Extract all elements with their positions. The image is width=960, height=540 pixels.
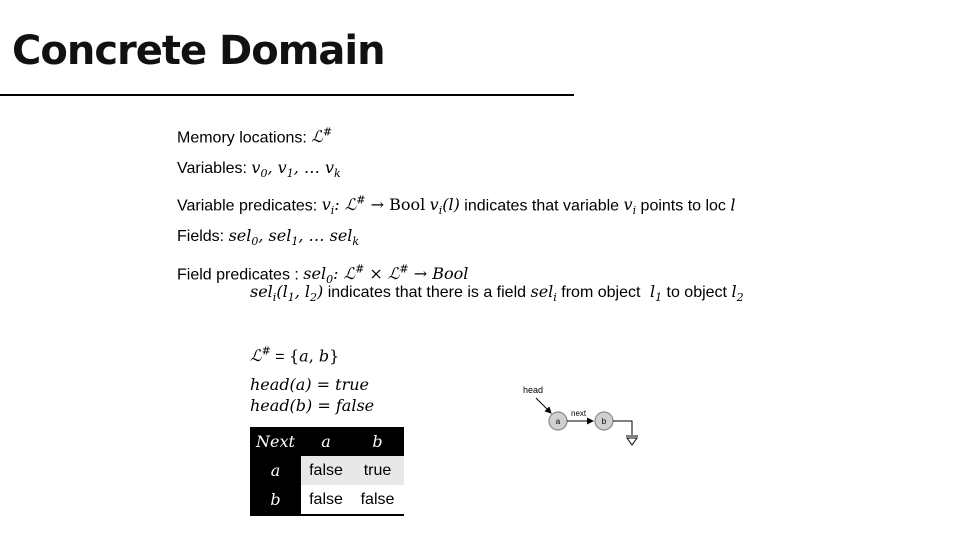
fields-label: Fields: [177,228,225,245]
field-pred-line2-text: indicates that there is a field [327,284,527,301]
variables-label: Variables: [177,160,247,177]
table-cell: true [351,456,404,485]
head-arrow [536,398,551,413]
table-cell: false [301,485,351,515]
field-predicates-line2 [250,282,744,308]
var-pred-label: Variable predicates: [177,197,318,215]
table-header-cell: Next [250,427,301,456]
table-row [250,485,404,515]
field-pred-line2-obj1: $l_1$ [644,282,663,305]
null-pointer-line [613,421,632,435]
variables-line [177,158,341,184]
node-a-label: a [555,417,561,426]
example-locations-eq: = [270,348,289,366]
fields-math: sel$_0$, sel$_1$, … sel$_k$ [228,226,360,249]
slide-title: Concrete Domain [12,28,385,74]
example-head-b: head(b) = false [250,396,375,415]
memory-locations-line [177,123,332,148]
head-label: head [523,385,544,395]
field-pred-line2-text2: from object [561,284,641,301]
field-pred-line2-obj2: $l_2$ [731,282,744,305]
example-locations-set: {a, b} [288,346,340,366]
next-label: next [571,409,587,418]
table-header-cell: a [301,427,351,456]
var-pred-text2: points to loc [640,197,726,215]
null-ground-icon [626,436,638,445]
variable-predicates-line [177,191,736,222]
table-row [250,456,404,485]
table-cell: false [351,485,404,515]
memory-math: ℒ# [311,126,333,147]
example-head-a: head(a) = true [250,375,370,394]
table-header-row [250,427,404,456]
linked-list-diagram [518,378,648,453]
example-locations-math: ℒ# [250,345,271,366]
var-pred-loc: l [730,195,736,215]
table-cell: false [301,456,351,485]
field-pred-line2-math: $sel_i(l_1$, $l_2$) [250,282,324,305]
var-pred-math2: $v_i(l)$ [429,195,460,218]
field-pred-line2-field: sel$_i$ [530,282,557,305]
example-locations [250,342,339,367]
table-row-label: a [250,456,301,485]
table-header-cell: b [351,427,404,456]
fields-line [177,226,359,252]
var-pred-math: $v_i$: ℒ# → Bool [321,194,426,218]
memory-label: Memory locations: [177,129,307,147]
variables-math: $v_0$, $v_1$, … $v_k$ [251,158,341,181]
title-underline [0,94,574,96]
field-pred-math: sel$_0$: ℒ# × ℒ# → Bool [303,263,469,287]
var-pred-var: $v_i$ [623,195,637,218]
next-relation-table [250,427,404,516]
table-row-label: b [250,485,301,515]
node-b-label: b [601,417,607,426]
var-pred-text: indicates that variable [464,197,620,215]
field-pred-label: Field predicates : [177,266,299,284]
field-pred-line2-text3: to object [666,284,727,301]
